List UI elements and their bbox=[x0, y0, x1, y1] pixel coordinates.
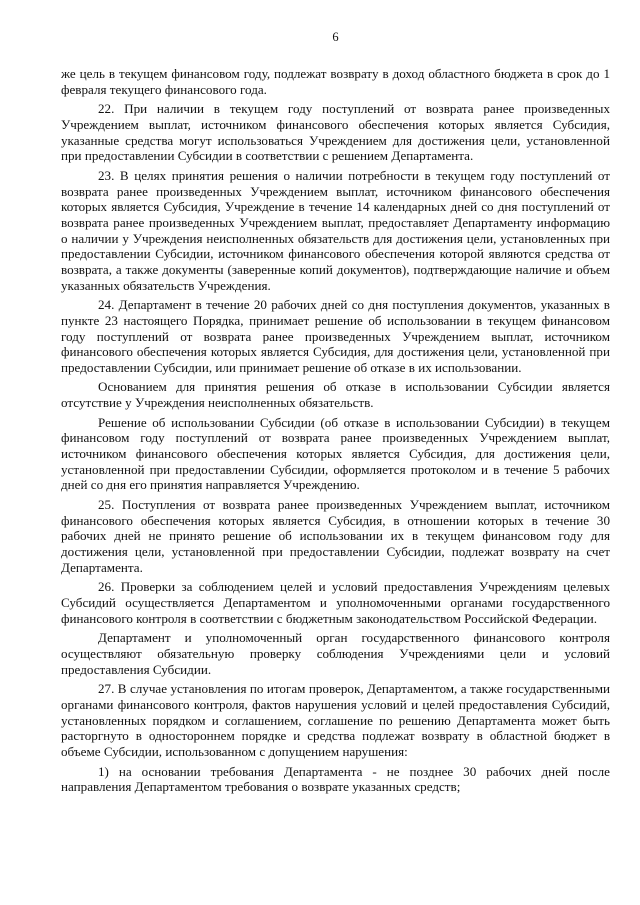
document-page bbox=[61, 28, 610, 799]
paragraph-item-22: 22. При наличии в текущем году поступлений от возврата ранее произведенных Учреждением выплат, источником финансового обеспечения которых является Субсидия, указанные средства могут использоваться Учреждением для достижения цели, установленной при предоставлении Субсидии в соответствии с решением Департамента. bbox=[61, 101, 610, 164]
paragraph-subitem-1: 1) на основании требования Департамента - не позднее 30 рабочих дней после направления Департаментом требования о возврате указанных средств; bbox=[61, 763, 610, 795]
paragraph-item-27: 27. В случае установления по итогам проверок, Департаментом, а также государственными органами финансового контроля, фактов нарушения условий и целей предоставления Субсидий, установленных порядком и соглашением, соглашение по решению Департамента может быть расторгнуто в одностороннем порядке и средства подлежат возврату в областной бюджет в объеме Субсидии, использованном с допущением нарушения: bbox=[61, 681, 610, 759]
paragraph-continuation: же цель в текущем финансовом году, подлежат возврату в доход областного бюджета в срок до 1 февраля текущего финансового года. bbox=[61, 66, 610, 97]
paragraph-item-26: 26. Проверки за соблюдением целей и условий предоставления Учреждениям целевых Субсидий осуществляется Департаментом и уполномоченными органами государственного финансового контроля в соответствии с бюджетным законодательством Российской Федерации. bbox=[61, 579, 610, 626]
paragraph-item-23: 23. В целях принятия решения о наличии потребности в текущем году поступлений от возврата ранее произведенных Учреждением выплат, источником финансового обеспечения которых является Субсидия, Учреждение в течение 14 календарных дней со дня поступлений от возврата ранее произведенных Учреждением выплат, предоставляет Департаменту информацию о наличии у Учреждения неисполненных обязательств для достижения цели, установленных при предоставлении Субсидии, источником финансового обеспечения которой являются средства от возврата, а также документы (заверенные копий документов), подтверждающие наличие и объем указанных обязательств Учреждения. bbox=[61, 167, 610, 293]
document-body bbox=[61, 66, 610, 795]
paragraph-item-24: 24. Департамент в течение 20 рабочих дней со дня поступления документов, указанных в пункте 23 настоящего Порядка, принимает решение об использовании в текущем финансовом году поступлений от возврата ранее произведенных Учреждением выплат, источником финансового обеспечения которых является Субсидия, для достижения цели, установленной при предоставлении Субсидии, или принимает решение об отказе в их использовании. bbox=[61, 297, 610, 375]
paragraph-mandatory-check: Департамент и уполномоченный орган государственного финансового контроля осуществляют обязательную проверку соблюдения Учреждениями цели и условий предоставления Субсидии. bbox=[61, 630, 610, 677]
page-number: 6 bbox=[332, 30, 339, 44]
paragraph-item-25: 25. Поступления от возврата ранее произведенных Учреждением выплат, источником финансового обеспечения которых является Субсидия, в отношении которых в течение 30 рабочих дней не принято решение об использовании их в текущем финансовом году для достижения цели, установленной при предоставлении Субсидии, подлежат возврату на счет Департамента. bbox=[61, 497, 610, 575]
paragraph-refusal-grounds: Основанием для принятия решения об отказе в использовании Субсидии является отсутствие у Учреждения неисполненных обязательств. bbox=[61, 379, 610, 411]
paragraph-decision-protocol: Решение об использовании Субсидии (об отказе в использовании Субсидии) в текущем финансовом году поступлений от возврата ранее произведенных Учреждением выплат, источником финансового обеспечения которых является Субсидия, для достижения цели, установленной при предоставлении Субсидии, оформляется протоколом и в течение 5 рабочих дней со дня его принятия направляется Учреждению. bbox=[61, 414, 610, 493]
